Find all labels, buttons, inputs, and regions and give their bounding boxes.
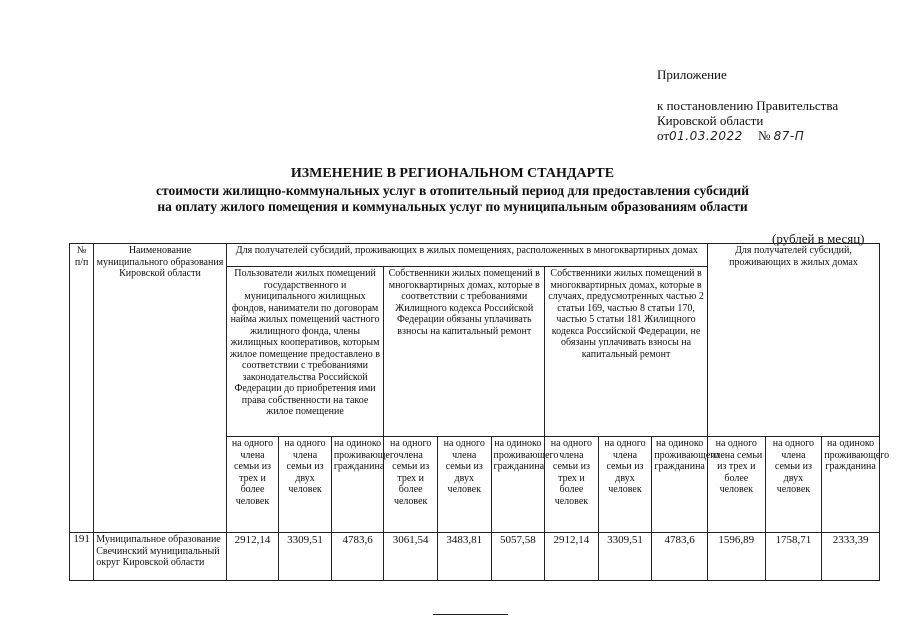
row-value: 3309,51	[598, 533, 652, 581]
col-header-name: Наименование муниципального образования Кировской области	[94, 244, 226, 533]
row-value: 2333,39	[822, 533, 880, 581]
document-subtitle-2: на оплату жилого помещения и коммунальных услуг по муниципальным образованиям области	[157, 199, 748, 214]
subgroup-users: Пользователи жилых помещений государственного и муниципального жилищных фондов, наниматели по договорам найма жилых помещений частного жилищного фонда, члены жилищных кооперативов, которым жилое помещение предоставлено в соответствии с требованиями законодательства Российской Федерации до приобретения ими права собственности на такое жилое помещение	[226, 267, 384, 437]
row-name: Муниципальное образование Свечинский муниципальный округ Кировской области	[94, 533, 226, 581]
document-title: ИЗМЕНЕНИЕ В РЕГИОНАЛЬНОМ СТАНДАРТЕ	[290, 166, 615, 181]
col-header-per-three: на одного члена семьи из трех и более человек	[384, 437, 438, 533]
row-value: 3061,54	[384, 533, 438, 581]
row-value: 1596,89	[707, 533, 765, 581]
col-header-per-single: на одиноко проживающего гражданина	[491, 437, 545, 533]
col-header-per-three: на одного члена семьи из трех и более человек	[226, 437, 279, 533]
col-header-per-two: на одного члена семьи из двух человек	[437, 437, 491, 533]
row-value: 1758,71	[765, 533, 822, 581]
row-num: 191	[70, 533, 94, 581]
subgroup-owners-pay: Собственники жилых помещений в многоквартирных домах, которые в соответствии с требованиями Жилищного кодекса Российской Федерации обязаны уплачивать взносы на капитальный ремонт	[384, 267, 545, 437]
resolution-label: к постановлению Правительства	[657, 98, 839, 113]
standard-table	[69, 243, 890, 581]
col-header-num: № п/п	[70, 244, 94, 533]
unit-label: (рублей в месяц)	[772, 231, 865, 246]
col-header-per-two: на одного члена семьи из двух человек	[279, 437, 332, 533]
appendix-label: Приложение	[657, 67, 727, 82]
resolution-date: 01.03.2022	[669, 129, 743, 143]
region-label: Кировской области	[657, 113, 764, 128]
row-value: 4783,6	[652, 533, 708, 581]
col-header-per-three: на одного члена семьи из трех и более человек	[707, 437, 765, 533]
table-row	[70, 533, 880, 581]
col-header-per-three: на одного члена семьи из трех и более человек	[545, 437, 599, 533]
date-prefix: от	[657, 128, 670, 143]
number-prefix: №	[757, 128, 771, 143]
resolution-date-line	[657, 128, 804, 144]
col-header-per-single: на одиноко проживающего гражданина	[331, 437, 384, 533]
group-header-mkd: Для получателей субсидий, проживающих в жилых помещениях, расположенных в многоквартирных домах	[226, 244, 707, 267]
document-subtitle-1: стоимости жилищно-коммунальных услуг в отопительный период для предоставления субсидий	[156, 183, 749, 198]
subgroup-owners-exempt: Собственники жилых помещений в многоквартирных домах, которые в случаях, предусмотренных частью 2 статьи 169, частью 8 статьи 170, частью 5 статьи 181 Жилищного кодекса Российской Федерации, не обязаны уплачивать взносы на капитальный ремонт	[545, 267, 708, 437]
group-header-houses: Для получателей субсидий, проживающих в жилых домах	[707, 244, 879, 437]
col-header-per-two: на одного члена семьи из двух человек	[598, 437, 652, 533]
resolution-number: 87-П	[773, 129, 805, 143]
col-header-per-two: на одного члена семьи из двух человек	[765, 437, 822, 533]
col-header-per-single: на одиноко проживающего гражданина	[822, 437, 880, 533]
row-value: 4783,6	[331, 533, 384, 581]
row-value: 2912,14	[545, 533, 599, 581]
footer-divider	[433, 614, 508, 615]
row-value: 3309,51	[279, 533, 332, 581]
row-value: 2912,14	[226, 533, 279, 581]
row-value: 3483,81	[437, 533, 491, 581]
col-header-per-single: на одиноко проживающего гражданина	[652, 437, 708, 533]
row-value: 5057,58	[491, 533, 545, 581]
